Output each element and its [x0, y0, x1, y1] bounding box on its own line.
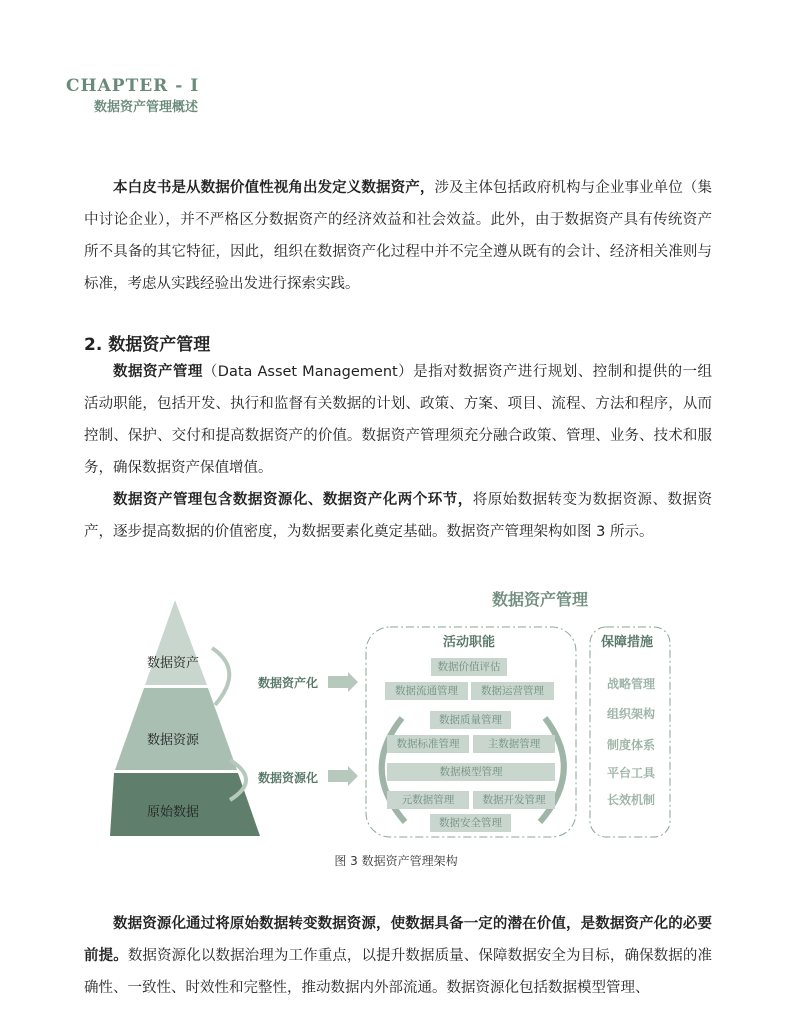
bold-lead: 数据资产管理 [113, 364, 203, 380]
body-text: 涉及主体包括政府机构与企业事业单位（集中讨论企业），并不严格区分数据资产的经济效益和社会效益。此外，由于数据资产具有传统资产所不具备的其它特征，因此，组织在数据资产化过程中并不完全遵从既有的会计、经济相关准则与标准，考虑从实践经验出发进行探索实践。 [84, 180, 713, 292]
measure-item: 长效机制 [606, 793, 655, 807]
activity-box: 元数据管理 [387, 791, 469, 809]
section-title: 2. 数据资产管理 [84, 335, 211, 355]
right-arrow-icon [328, 766, 358, 786]
paragraph-resourcization [84, 908, 712, 1004]
activity-box: 主数据管理 [473, 735, 555, 753]
measure-item: 平台工具 [606, 766, 655, 780]
pyramid-label-asset: 数据资产 [147, 656, 200, 671]
bold-lead: 数据资产管理包含数据资源化、数据资产化两个环节， [113, 492, 473, 508]
activity-box: 数据模型管理 [387, 763, 555, 781]
activity-box: 数据质量管理 [430, 711, 511, 729]
pyramid-top [145, 600, 207, 685]
figure-caption: 图 3 数据资产管理架构 [334, 854, 458, 868]
pyramid-label-raw: 原始数据 [147, 805, 200, 820]
arrow-label-assetization: 数据资产化 [258, 676, 319, 690]
activity-box: 数据运营管理 [471, 682, 554, 700]
activity-box: 数据价值评估 [431, 658, 507, 676]
measure-item: 组织架构 [606, 707, 655, 721]
activity-box: 数据标准管理 [387, 735, 469, 753]
right-arrow-icon [328, 672, 358, 692]
activity-box: 数据流通管理 [385, 682, 468, 700]
bold-lead: 数据资源化通过将原始数据转变数据资源，使数据具备一定的潜在价值，是数据资产化的必要前提。 [84, 916, 712, 964]
chapter-label: CHAPTER - I [66, 76, 200, 96]
measure-item: 制度体系 [606, 738, 655, 752]
activities-title: 活动职能 [443, 635, 496, 650]
measures-title: 保障措施 [601, 635, 654, 650]
figure-title: 数据资产管理 [492, 590, 589, 609]
bold-lead: 本白皮书是从数据价值性视角出发定义数据资产， [113, 180, 435, 196]
curve-arrow-icon [212, 648, 229, 705]
pyramid-label-resource: 数据资源 [147, 733, 200, 748]
chapter-subtitle: 数据资产管理概述 [94, 100, 199, 115]
activity-box: 数据开发管理 [473, 791, 555, 809]
body-text: （Data Asset Management）是指对数据资产进行规划、控制和提供的一组活动职能，包括开发、执行和监督有关数据的计划、政策、方案、项目、流程、方法和程序，从而控制、保护、交付和提高数据资产的价值。数据资产管理须充分融合政策、管理、业务、技术和服务，确保数据资产保值增值。 [84, 364, 713, 476]
body-text: 数据资源化以数据治理为工作重点，以提升数据质量、保障数据安全为目标，确保数据的准确性、一致性、时效性和完整性，推动数据内外部流通。数据资源化包括数据模型管理、 [84, 948, 713, 996]
activity-box: 数据安全管理 [430, 814, 511, 832]
arrow-label-resourcization: 数据资源化 [258, 771, 319, 785]
measure-item: 战略管理 [606, 677, 655, 691]
body-text: 将原始数据转变为数据资源、数据资产，逐步提高数据的价值密度，为数据要素化奠定基础。数据资产管理架构如图 3 所示。 [84, 492, 713, 540]
